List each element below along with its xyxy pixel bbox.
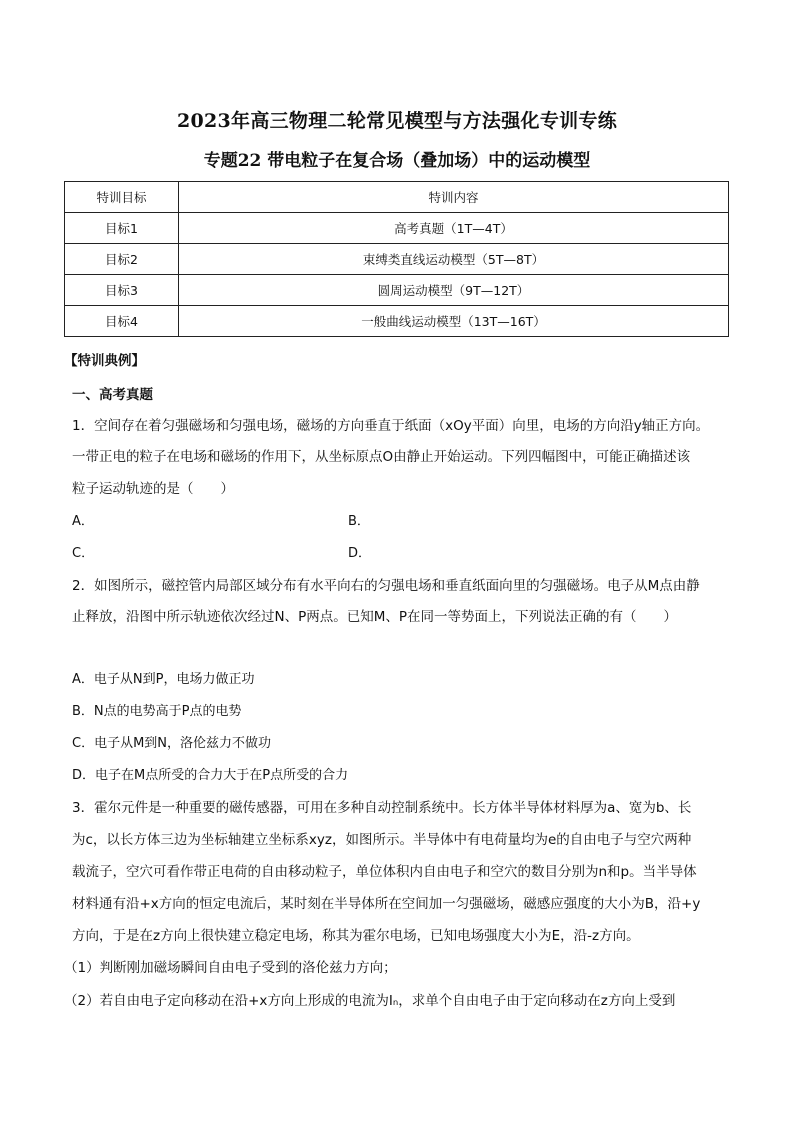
q1-line-3: 粒子运动轨迹的是（ ）: [72, 481, 234, 497]
table-cell: 圆周运动模型（9T—12T）: [179, 275, 729, 306]
table-cell: 目标2: [65, 244, 179, 275]
q2-option-c: C．电子从M到N，洛伦兹力不做功: [72, 736, 272, 751]
table-cell: 高考真题（1T—4T）: [179, 213, 729, 244]
table-cell: 目标1: [65, 213, 179, 244]
table-row: [65, 275, 729, 306]
q2-line-1: 2．如图所示，磁控管内局部区域分布有水平向右的匀强电场和垂直纸面向里的匀强磁场。电子从M点由静: [72, 578, 700, 594]
table-cell: 目标4: [65, 306, 179, 337]
table-header-row: [65, 182, 729, 213]
q3-line-1: 3．霍尔元件是一种重要的磁传感器，可用在多种自动控制系统中。长方体半导体材料厚为a、宽为b、长: [72, 800, 692, 816]
examples-heading: 【特训典例】: [64, 353, 145, 369]
q2-option-b: B．N点的电势高于P点的电势: [72, 704, 242, 719]
table-row: [65, 244, 729, 275]
table-cell: 一般曲线运动模型（13T—16T）: [179, 306, 729, 337]
q2-line-2: 止释放，沿图中所示轨迹依次经过N、P两点。已知M、P在同一等势面上，下列说法正确的有（ ）: [72, 609, 678, 625]
table-header-cell: 特训目标: [65, 182, 179, 213]
part1-heading: 一、高考真题: [72, 387, 153, 403]
q1-line-1: 1．空间存在着匀强磁场和匀强电场，磁场的方向垂直于纸面（xOy平面）向里，电场的方向沿y轴正方向。: [72, 418, 710, 434]
q2-option-d: D．电子在M点所受的合力大于在P点所受的合力: [72, 768, 349, 783]
table-row: [65, 306, 729, 337]
q3-subquestion-1: （1）判断刚加磁场瞬间自由电子受到的洛伦兹力方向；: [64, 960, 397, 976]
document-title: 2023年高三物理二轮常见模型与方法强化专训专练: [176, 110, 618, 132]
q1-line-2: 一带正电的粒子在电场和磁场的作用下，从坐标原点O由静止开始运动。下列四幅图中，可能正确描述该: [72, 449, 691, 465]
q3-line-5: 方向，于是在z方向上很快建立稳定电场，称其为霍尔电场，已知电场强度大小为E，沿-z方向。: [72, 928, 640, 944]
q1-option-d: D．: [348, 546, 372, 561]
q2-option-a: A．电子从N到P，电场力做正功: [72, 672, 255, 687]
document-subtitle: 专题22 带电粒子在复合场（叠加场）中的运动模型: [203, 151, 591, 171]
q3-line-4: 材料通有沿+x方向的恒定电流后，某时刻在半导体所在空间加一匀强磁场，磁感应强度的大小为B，沿+y: [72, 896, 701, 912]
targets-table: [64, 181, 729, 337]
table-header-cell: 特训内容: [179, 182, 729, 213]
table-cell: 目标3: [65, 275, 179, 306]
q1-option-b: B．: [348, 514, 370, 529]
q1-option-a: A．: [72, 514, 94, 529]
q3-line-2: 为c，以长方体三边为坐标轴建立坐标系xyz，如图所示。半导体中有电荷量均为e的自由电子与空穴两种: [72, 832, 692, 848]
table-row: [65, 213, 729, 244]
q1-option-c: C．: [72, 546, 95, 561]
table-cell: 束缚类直线运动模型（5T—8T）: [179, 244, 729, 275]
q3-line-3: 载流子，空穴可看作带正电荷的自由移动粒子，单位体积内自由电子和空穴的数目分别为n和p。当半导体: [72, 864, 697, 880]
q3-subquestion-2: （2）若自由电子定向移动在沿+x方向上形成的电流为Iₙ，求单个自由电子由于定向移动在z方向上受到: [64, 993, 676, 1009]
